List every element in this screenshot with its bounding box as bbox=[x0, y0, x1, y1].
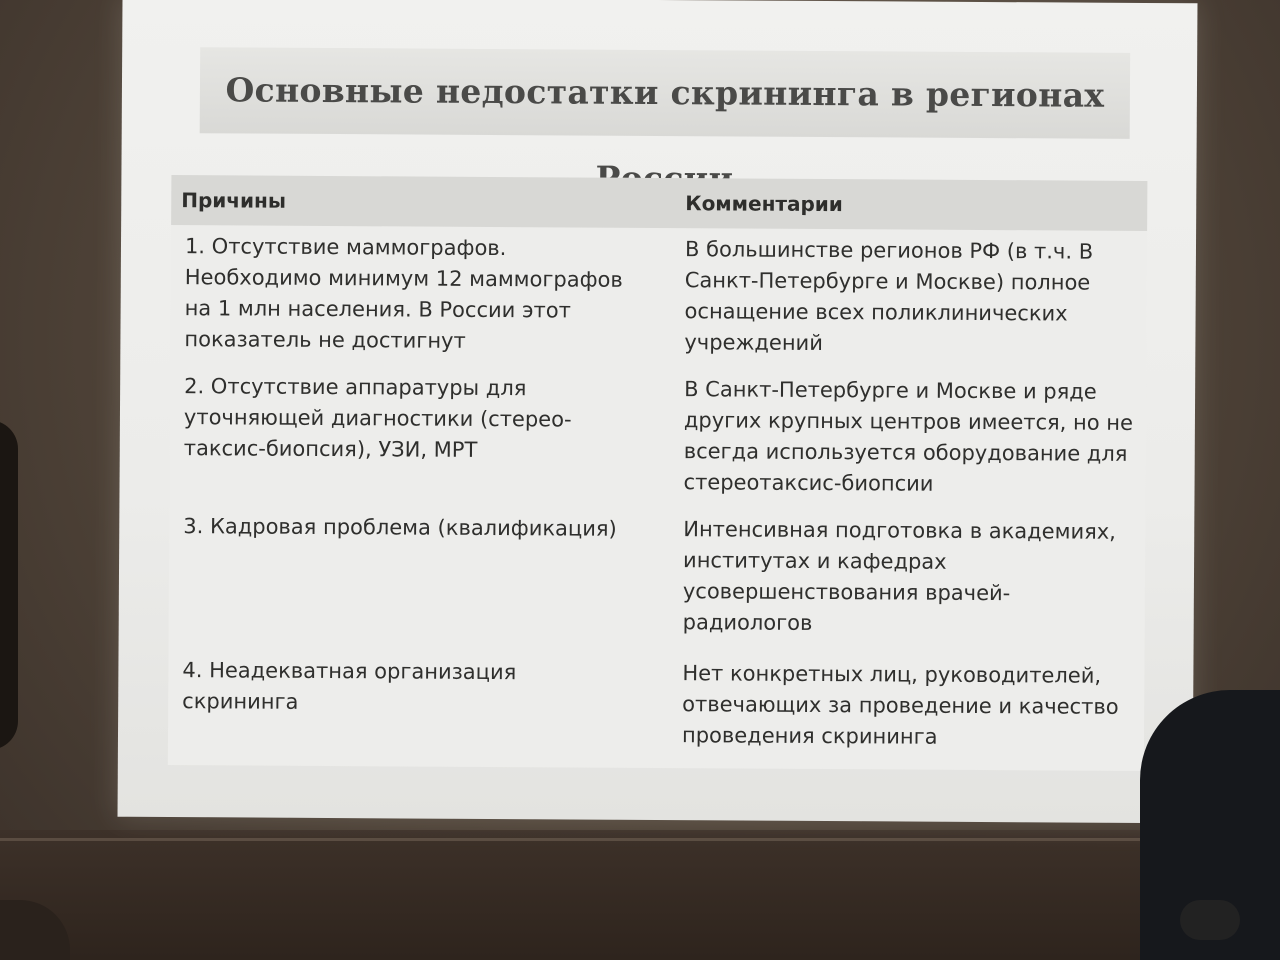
table-row bbox=[169, 511, 1146, 657]
projected-slide bbox=[118, 0, 1198, 823]
cause-cell: 2. Отсутствие аппаратуры для уточняющей диагностики (стерео- таксис-биопсия), УЗИ, МРТ bbox=[183, 374, 572, 462]
header-comments: Комментарии bbox=[685, 191, 843, 217]
header-causes: Причины bbox=[181, 188, 287, 213]
slide-title: Основные недостатки скрининга в регионах bbox=[225, 70, 1105, 115]
comment-cell: В Санкт-Петербурге и Москве и ряде других крупных центров имеется, но не всегда используется оборудование для стереотаксис-биопсии bbox=[683, 377, 1134, 496]
shortcomings-table bbox=[168, 175, 1148, 771]
cause-cell: 4. Неадекватная организация скрининга bbox=[182, 658, 517, 714]
table-row bbox=[168, 655, 1145, 771]
table-header bbox=[171, 175, 1147, 231]
comment-cell: Интенсивная подготовка в академиях, институтах и кафедрах усовершенствования врачей- радиологов bbox=[682, 517, 1116, 635]
wall-edge bbox=[0, 838, 1280, 841]
cause-cell: 1. Отсутствие маммографов. Необходимо минимум 12 маммографов на 1 млн населения. В России этот показатель не достигнут bbox=[184, 234, 623, 353]
comment-cell: В большинстве регионов РФ (в т.ч. В Санкт-Петербурге и Москве) полное оснащение всех поликлинических учреждений bbox=[684, 237, 1094, 356]
title-band bbox=[200, 47, 1131, 139]
table-row bbox=[169, 371, 1146, 509]
person-shoulder bbox=[1180, 900, 1240, 940]
person-silhouette-left bbox=[0, 420, 18, 750]
lower-wall bbox=[0, 830, 1280, 960]
comment-cell: Нет конкретных лиц, руководителей, отвечающих за проведение и качество проведения скрининга bbox=[681, 661, 1119, 749]
table-row bbox=[170, 231, 1147, 369]
cause-cell: 3. Кадровая проблема (квалификация) bbox=[183, 514, 617, 541]
